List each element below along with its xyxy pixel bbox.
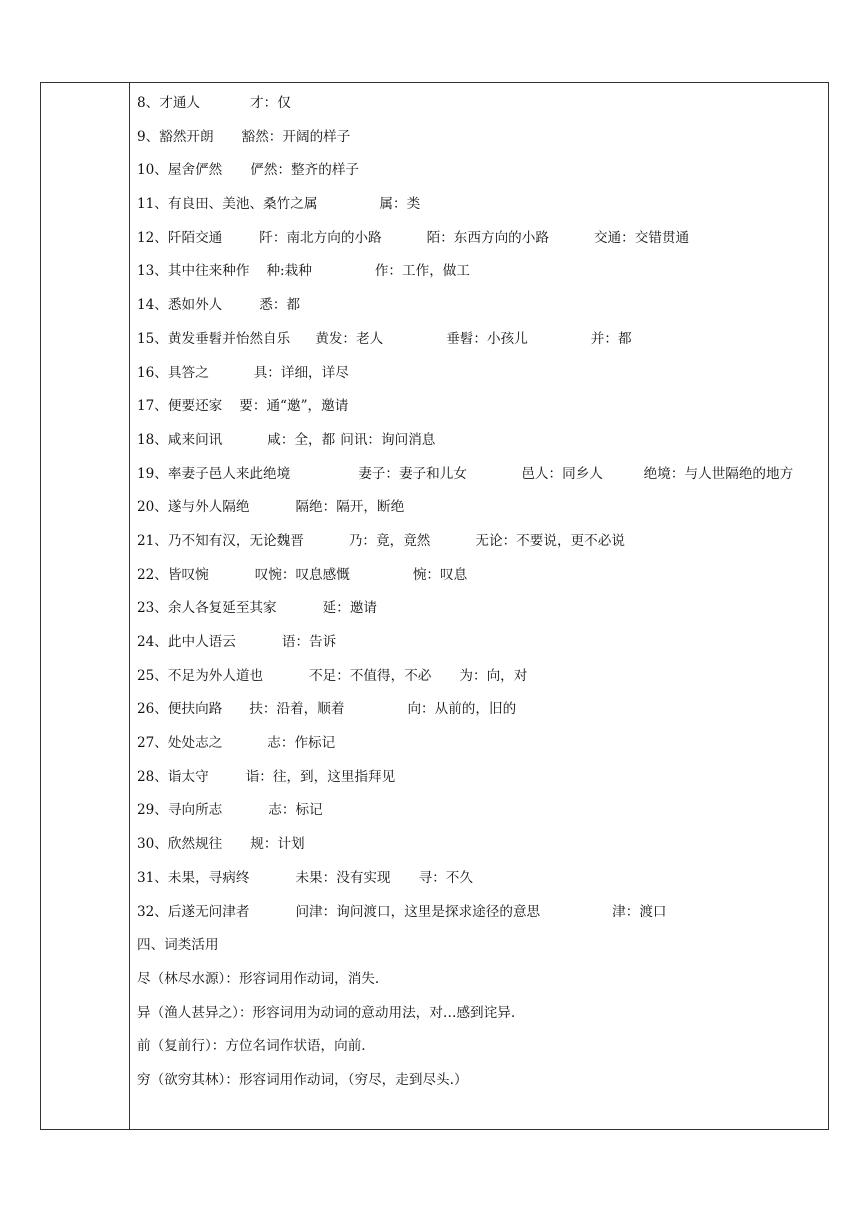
note-gloss: 作：工作，做工: [374, 263, 470, 280]
note-phrase: 穷（欲穷其林）：形容词用作动词，（穷尽，走到尽头.）: [137, 1071, 468, 1088]
table-content-cell: [130, 83, 828, 1129]
note-gloss: 要：通“邀”，邀请: [239, 398, 349, 415]
note-gloss: 志：标记: [268, 802, 323, 819]
note-phrase: 17、便要还家: [137, 398, 223, 415]
note-line: [137, 828, 822, 862]
note-line: [137, 357, 822, 391]
note-phrase: 23、余人各复延至其家: [137, 600, 277, 617]
note-phrase: 四、词类活用: [137, 937, 219, 954]
note-gloss: 向：从前的，旧的: [407, 701, 517, 718]
note-line: [137, 862, 822, 896]
note-line-wrapped: 19、率妻子邑人来此绝境 妻子：妻子和儿女 邑人：同乡人 绝境：与人世隔绝的地方: [137, 465, 794, 482]
note-gloss: 语：告诉: [281, 634, 337, 651]
note-gloss: 延：邀请: [322, 600, 378, 617]
note-phrase: 25、不足为外人道也: [137, 667, 264, 684]
note-gloss: 交通：交错贯通: [593, 229, 690, 246]
note-line: [137, 896, 822, 930]
note-line: [137, 289, 822, 323]
note-phrase: 32、后遂无问津者: [137, 903, 250, 920]
note-line: [137, 188, 822, 222]
note-line: [137, 693, 822, 727]
note-line: [137, 559, 822, 593]
note-gloss: 具：详细，详尽: [253, 364, 349, 381]
note-line: [137, 255, 822, 289]
note-phrase: 27、处处志之: [137, 735, 223, 752]
note-phrase: 11、有良田、美池、桑竹之属: [137, 196, 318, 213]
note-phrase: 24、此中人语云: [137, 634, 236, 651]
note-line: [137, 592, 822, 626]
note-gloss: 咸：全，都: [267, 431, 336, 448]
note-line: [137, 727, 822, 761]
note-phrase: 21、乃不知有汉，无论魏晋: [137, 532, 304, 549]
note-gloss: 属：类: [379, 196, 421, 213]
note-phrase: 18、咸来问讯: [137, 431, 223, 448]
note-line: [137, 794, 822, 828]
note-phrase: 20、遂与外人隔绝: [137, 499, 250, 516]
note-gloss: 陌：东西方向的小路: [426, 229, 549, 246]
note-gloss: 叹惋：叹息感慨: [254, 566, 350, 583]
note-phrase: 12、阡陌交通: [137, 229, 223, 246]
note-phrase: 28、诣太守: [137, 768, 209, 785]
note-line: [137, 154, 822, 188]
note-phrase: 前（复前行）：方位名词作状语，向前.: [137, 1038, 366, 1055]
note-gloss: 津：渡口: [612, 903, 667, 920]
note-phrase: 13、其中往来种作: [137, 263, 250, 280]
note-phrase: 异（渔人甚异之）：形容词用为动词的意动用法，对…感到诧异.: [137, 1004, 516, 1021]
notes-table: [40, 82, 829, 1130]
note-gloss: 为：向，对: [459, 667, 528, 684]
note-gloss: 寻：不久: [418, 869, 473, 886]
note-phrase: 10、屋舍俨然: [137, 162, 223, 179]
note-phrase: 29、寻向所志: [137, 802, 223, 819]
note-phrase: 31、未果，寻病终: [137, 869, 250, 886]
note-gloss: 无论：不要说，更不必说: [475, 532, 625, 549]
note-phrase: 16、具答之: [137, 364, 209, 381]
note-gloss: 阡：南北方向的小路: [259, 229, 382, 246]
note-gloss: 豁然：开阔的样子: [241, 128, 351, 145]
table-left-column: [41, 83, 130, 1129]
note-line: [137, 222, 822, 256]
note-line: [137, 660, 822, 694]
note-gloss: 黄发：老人: [315, 330, 384, 347]
note-phrase: 9、豁然开朗: [137, 128, 214, 145]
note-line: [137, 929, 822, 963]
note-line: [137, 626, 822, 660]
note-gloss: 垂髫：小孩儿: [446, 330, 528, 347]
note-phrase: 15、黄发垂髫并怡然自乐: [137, 330, 291, 347]
note-gloss: 才：仅: [250, 95, 291, 111]
note-phrase: 22、皆叹惋: [137, 566, 209, 583]
note-line: [137, 761, 822, 795]
note-gloss: 惋：叹息: [412, 566, 468, 583]
note-line: [137, 1030, 822, 1064]
note-phrase: 26、便扶向路: [137, 701, 223, 718]
note-line: [137, 491, 822, 525]
note-line: [137, 390, 822, 424]
note-line: [137, 424, 822, 458]
note-line: [137, 525, 822, 559]
note-gloss: 隔绝：隔开，断绝: [295, 499, 405, 516]
note-phrase: 尽（林尽水源）：形容词用作动词，消失.: [137, 970, 380, 987]
note-line: [137, 963, 822, 997]
note-phrase: 30、欣然规往: [137, 836, 223, 853]
note-gloss: 悉：都: [259, 297, 301, 314]
note-gloss: 问津：询问渡口，这里是探求途径的意思: [295, 903, 541, 920]
note-gloss: 种:栽种: [266, 263, 312, 280]
note-gloss: 并：都: [590, 330, 632, 347]
note-gloss: 俨然：整齐的样子: [250, 162, 360, 179]
note-line: [137, 323, 822, 357]
note-gloss: 志：作标记: [267, 735, 336, 752]
note-gloss: 规：计划: [250, 836, 305, 853]
note-gloss: 不足：不值得，不必: [309, 667, 432, 684]
note-gloss: 诣：往，到，这里指拜见: [245, 768, 396, 785]
note-line: [137, 87, 822, 121]
note-phrase: 8、才通人: [137, 95, 201, 111]
note-line: [137, 997, 822, 1031]
note-line: [137, 121, 822, 155]
note-gloss: 问讯：询问消息: [340, 431, 436, 448]
note-gloss: 乃：竟，竟然: [348, 532, 431, 549]
note-gloss: 未果：没有实现: [295, 869, 391, 886]
note-gloss: 扶：沿着，顺着: [249, 701, 345, 718]
note-phrase: 14、悉如外人: [137, 297, 223, 314]
note-line: [137, 1064, 822, 1098]
